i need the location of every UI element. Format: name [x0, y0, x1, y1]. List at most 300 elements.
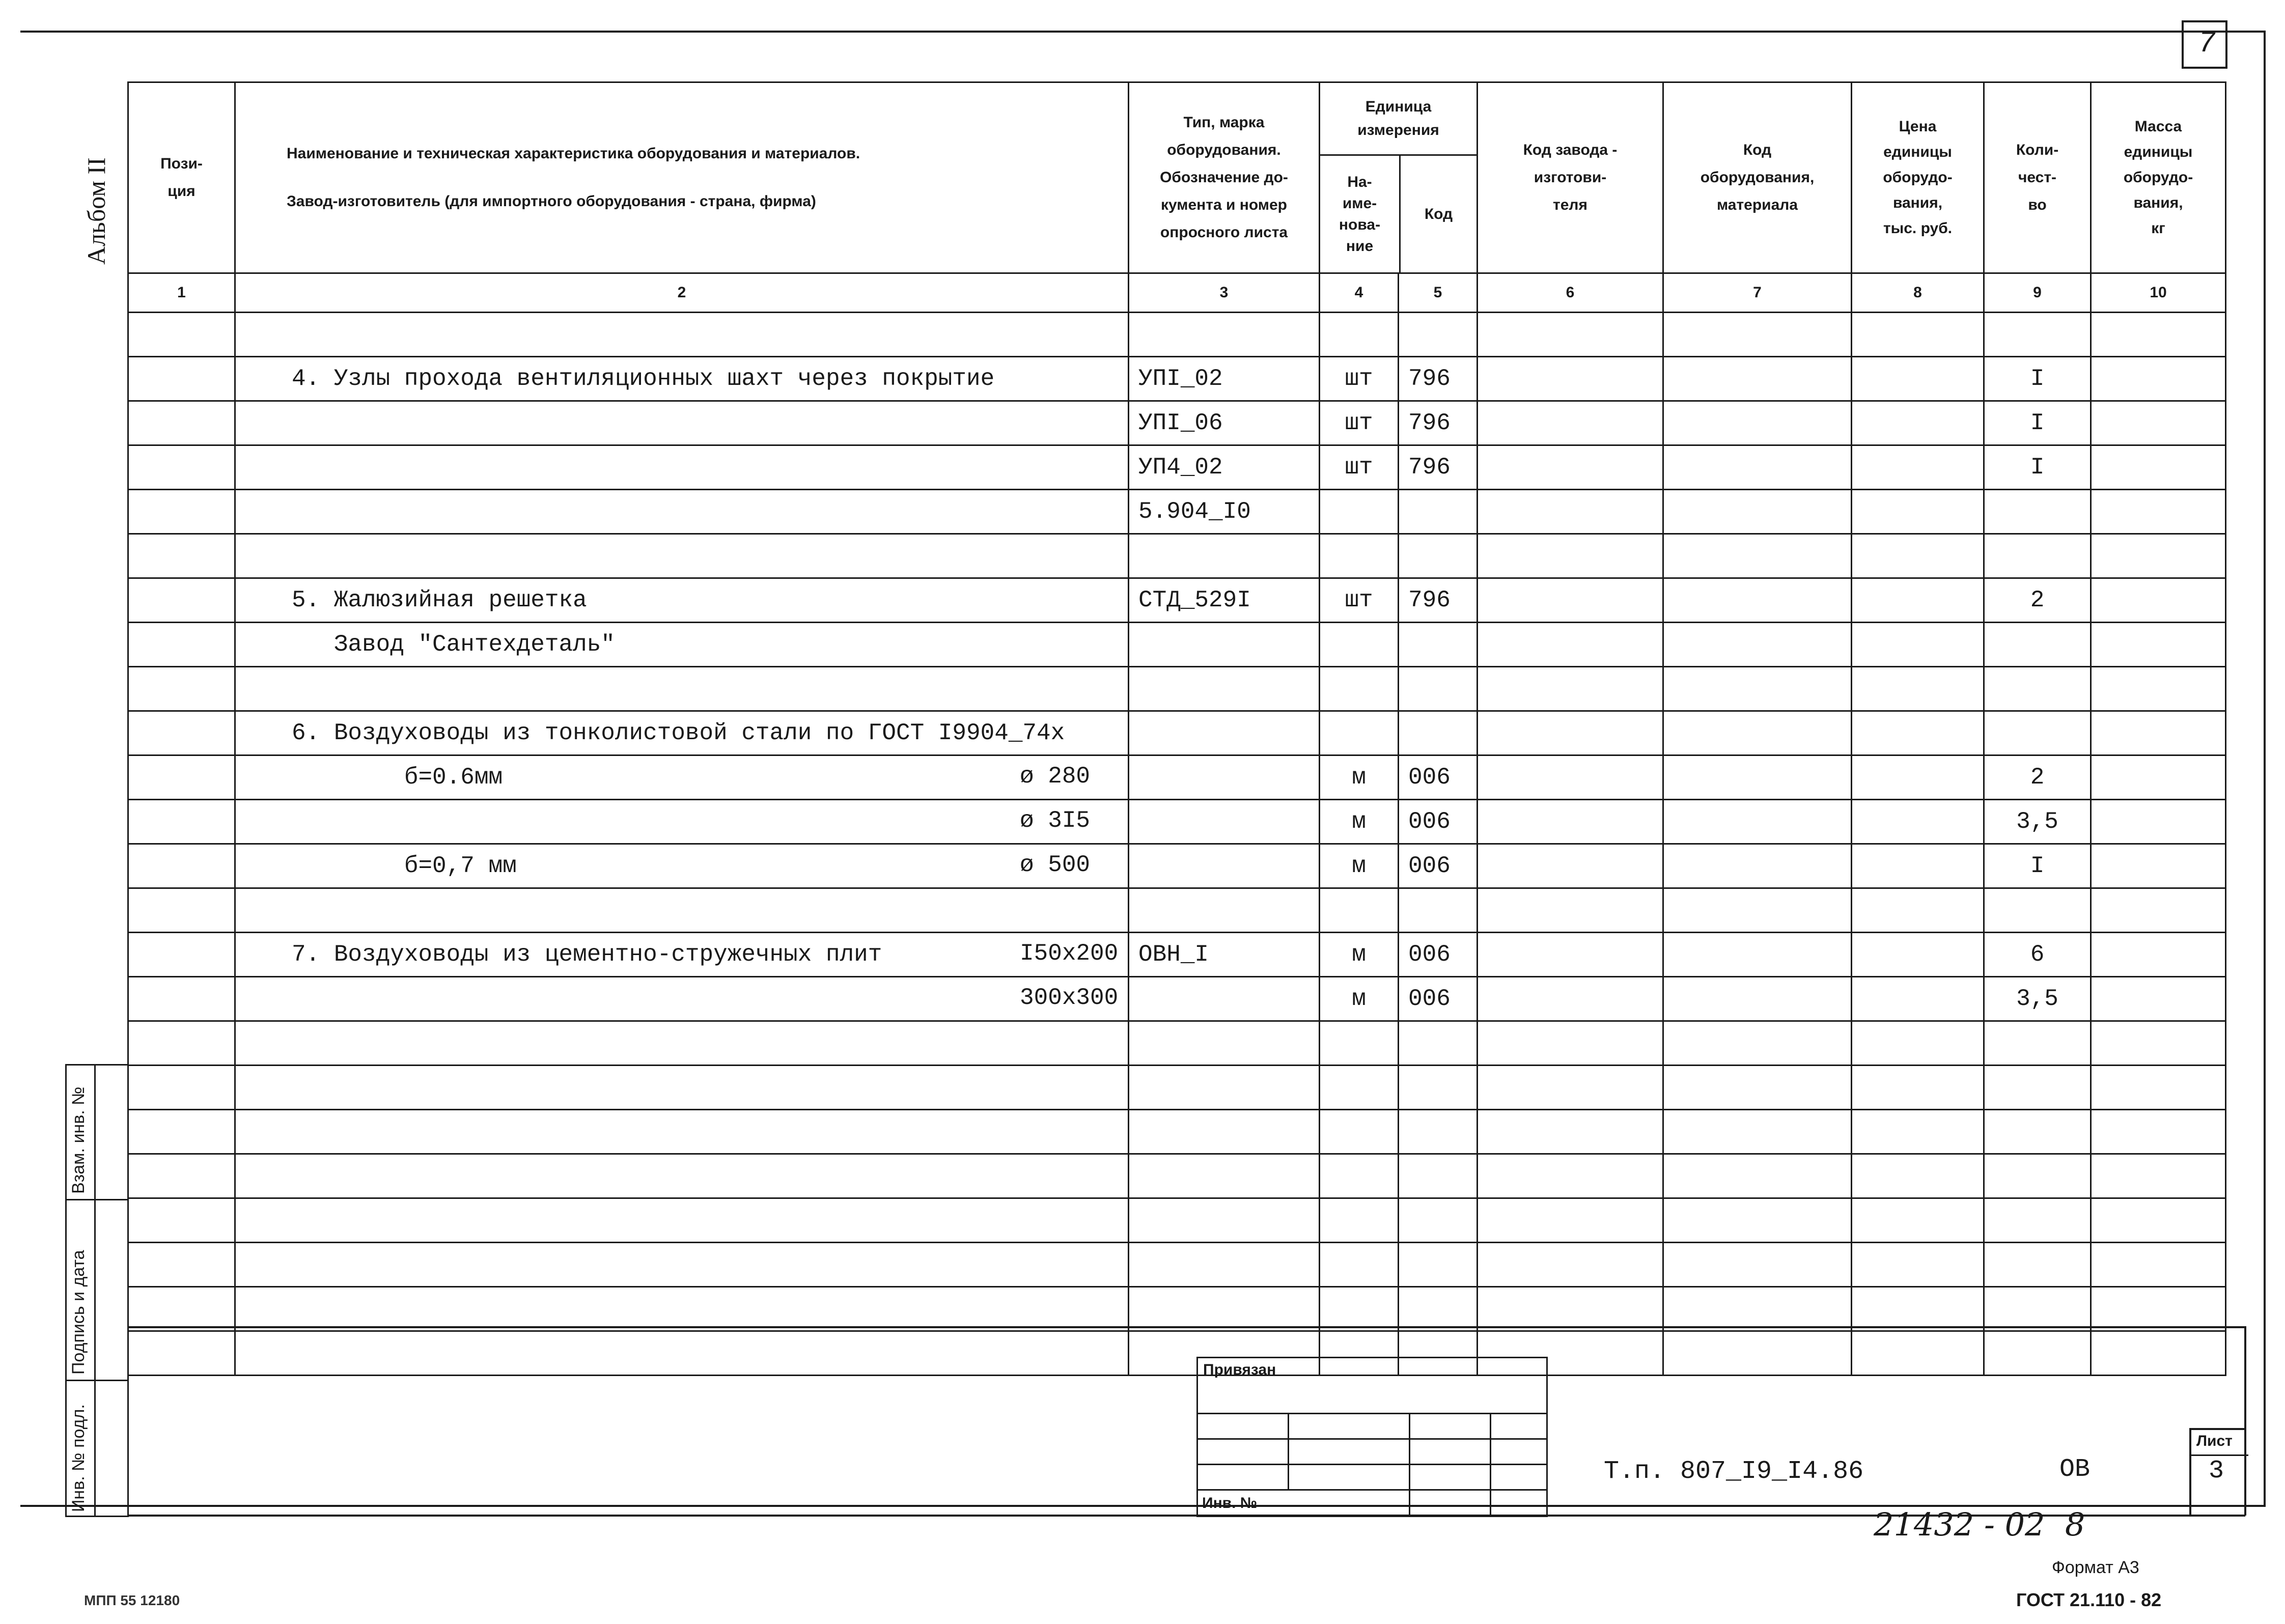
- unit-code-value: 006: [1408, 764, 1451, 791]
- type-value: [1129, 1118, 1138, 1145]
- unit-cell: [1320, 1021, 1399, 1066]
- header-text: изготови-: [1534, 169, 1607, 186]
- mass-cell: [2091, 977, 2226, 1021]
- name-cell: [235, 313, 1129, 357]
- table-row: [128, 578, 2226, 623]
- header-text: На-: [1347, 173, 1372, 190]
- unit-code-cell: [1399, 844, 1478, 888]
- title-block-top-line: [127, 1326, 2245, 1328]
- quantity-cell: [1984, 888, 2091, 933]
- mass-cell: [2091, 800, 2226, 844]
- unit-code-value: 796: [1408, 410, 1451, 436]
- unit-cell: [1320, 755, 1399, 800]
- price-cell: [1852, 490, 1984, 534]
- mass-cell: [2091, 623, 2226, 667]
- type-cell: [1129, 933, 1320, 977]
- name-cell: [235, 357, 1129, 401]
- item-dimension: I50х200: [1020, 940, 1119, 967]
- equipment-code-cell: [1663, 933, 1852, 977]
- factory-code-cell: [1478, 711, 1663, 755]
- price-cell: [1852, 534, 1984, 578]
- quantity-value: 6: [2030, 941, 2045, 968]
- unit-cell: [1320, 977, 1399, 1021]
- unit-cell: [1320, 844, 1399, 888]
- quantity-value: I: [2030, 366, 2045, 392]
- type-value: [1129, 1207, 1138, 1234]
- name-cell: [235, 800, 1129, 844]
- unit-code-cell: [1399, 445, 1478, 490]
- list-number: 3: [2209, 1457, 2224, 1486]
- quantity-cell: [1984, 1066, 2091, 1110]
- item-name: [236, 1340, 292, 1366]
- quantity-value: 3,5: [2016, 808, 2058, 835]
- unit-cell: [1320, 711, 1399, 755]
- factory-code-cell: [1478, 623, 1663, 667]
- table-row: [128, 888, 2226, 933]
- position-cell: [128, 711, 235, 755]
- position-cell: [128, 445, 235, 490]
- column-number: 5: [1399, 273, 1478, 313]
- quantity-cell: [1984, 578, 2091, 623]
- type-value: [1129, 321, 1138, 348]
- item-dimension: 300х300: [1020, 985, 1119, 1011]
- item-name: [236, 1074, 292, 1101]
- unit-cell: [1320, 888, 1399, 933]
- factory-code-cell: [1478, 667, 1663, 711]
- position-cell: [128, 623, 235, 667]
- unit-cell: [1320, 1110, 1399, 1154]
- header-text: Код: [1424, 205, 1453, 222]
- unit-value: м: [1352, 853, 1366, 879]
- type-value: УПI_06: [1138, 410, 1223, 436]
- position-cell: [128, 977, 235, 1021]
- unit-code-cell: [1399, 401, 1478, 445]
- mass-cell: [2091, 755, 2226, 800]
- header-text: материала: [1716, 197, 1798, 213]
- quantity-value: 2: [2030, 764, 2045, 791]
- price-cell: [1852, 977, 1984, 1021]
- unit-cell: [1320, 1243, 1399, 1287]
- equipment-code-cell: [1663, 623, 1852, 667]
- table-row: [128, 1331, 2226, 1376]
- factory-code-cell: [1478, 888, 1663, 933]
- unit-code-value: 796: [1408, 454, 1451, 481]
- position-cell: [128, 1154, 235, 1198]
- header-text: Код: [1743, 142, 1772, 158]
- equipment-code-cell: [1663, 445, 1852, 490]
- list-label: Лист: [2196, 1433, 2233, 1449]
- price-cell: [1852, 357, 1984, 401]
- unit-cell: [1320, 1287, 1399, 1331]
- column-number: 1: [128, 273, 235, 313]
- item-name: [236, 1296, 292, 1322]
- header-text: Единица: [1365, 98, 1432, 115]
- unit-cell: [1320, 623, 1399, 667]
- type-value: [1129, 764, 1138, 791]
- quantity-cell: [1984, 933, 2091, 977]
- mass-cell: [2091, 1331, 2226, 1376]
- unit-code-cell: [1399, 1287, 1478, 1331]
- factory-code-cell: [1478, 933, 1663, 977]
- header-mass: [2091, 82, 2226, 273]
- unit-code-cell: [1399, 623, 1478, 667]
- header-text: ция: [168, 183, 196, 200]
- header-text: нова-: [1339, 216, 1381, 233]
- type-cell: [1129, 357, 1320, 401]
- quantity-value: I: [2030, 410, 2045, 436]
- price-cell: [1852, 401, 1984, 445]
- table-row: [128, 1066, 2226, 1110]
- handwritten-number: 21432 - 02 8: [1874, 1506, 2085, 1543]
- equipment-code-cell: [1663, 1243, 1852, 1287]
- factory-code-cell: [1478, 844, 1663, 888]
- side-label-vzam-inv: Взам. инв. №: [69, 1086, 88, 1194]
- quantity-cell: [1984, 1154, 2091, 1198]
- table-row: [128, 844, 2226, 888]
- table-row: [128, 933, 2226, 977]
- price-cell: [1852, 667, 1984, 711]
- mass-cell: [2091, 445, 2226, 490]
- header-text: тыс. руб.: [1883, 220, 1953, 237]
- quantity-cell: [1984, 1198, 2091, 1243]
- unit-code-value: [1399, 1251, 1408, 1278]
- header-text: единицы: [2124, 144, 2193, 160]
- header-text: чест-: [2018, 169, 2057, 186]
- price-cell: [1852, 1198, 1984, 1243]
- item-dimension: ø 500: [1020, 852, 1091, 878]
- column-number: 8: [1852, 273, 1984, 313]
- unit-code-value: 796: [1408, 587, 1451, 613]
- unit-code-value: 796: [1408, 366, 1451, 392]
- table-header-row: [128, 82, 2226, 273]
- type-value: [1129, 1074, 1138, 1101]
- equipment-code-cell: [1663, 401, 1852, 445]
- quantity-cell: [1984, 490, 2091, 534]
- position-cell: [128, 933, 235, 977]
- unit-cell: [1320, 401, 1399, 445]
- table-row: [128, 401, 2226, 445]
- name-cell: [235, 755, 1129, 800]
- name-cell: [235, 1066, 1129, 1110]
- unit-code-value: [1399, 676, 1408, 702]
- type-value: [1129, 631, 1138, 658]
- quantity-cell: [1984, 445, 2091, 490]
- equipment-code-cell: [1663, 711, 1852, 755]
- header-text: оборудо-: [1883, 169, 1953, 186]
- table-row: [128, 313, 2226, 357]
- type-value: [1129, 808, 1138, 835]
- item-name: [236, 676, 292, 702]
- header-quantity: [1984, 82, 2091, 273]
- quantity-value: I: [2030, 454, 2045, 481]
- type-value: [1129, 1340, 1138, 1366]
- type-value: [1129, 720, 1138, 746]
- position-cell: [128, 755, 235, 800]
- table-row: [128, 977, 2226, 1021]
- name-cell: [235, 490, 1129, 534]
- type-cell: [1129, 711, 1320, 755]
- equipment-code-cell: [1663, 1066, 1852, 1110]
- header-text: теля: [1553, 197, 1587, 213]
- unit-cell: [1320, 313, 1399, 357]
- position-cell: [128, 1110, 235, 1154]
- type-value: [1129, 1030, 1138, 1056]
- unit-code-cell: [1399, 1110, 1478, 1154]
- unit-cell: [1320, 667, 1399, 711]
- item-name: б=0,7 мм: [292, 853, 517, 879]
- factory-code-cell: [1478, 1198, 1663, 1243]
- mass-cell: [2091, 534, 2226, 578]
- side-label-inv-podl: Инв. № подл.: [69, 1404, 88, 1512]
- item-name: 6. Воздуховоды из тонколистовой стали по ГОСТ I9904_74х: [292, 720, 1065, 746]
- item-name: 7. Воздуховоды из цементно-стружечных плит: [292, 941, 882, 968]
- header-unit-group: [1320, 82, 1478, 273]
- list-box: [2189, 1428, 2246, 1516]
- price-cell: [1852, 313, 1984, 357]
- header-equipment-code: [1663, 82, 1852, 273]
- table-row: [128, 534, 2226, 578]
- table-row: [128, 667, 2226, 711]
- unit-cell: [1320, 578, 1399, 623]
- type-cell: [1129, 1066, 1320, 1110]
- list-divider: [2191, 1454, 2248, 1456]
- unit-value: шт: [1345, 454, 1373, 481]
- name-cell: [235, 977, 1129, 1021]
- price-cell: [1852, 1110, 1984, 1154]
- item-name: [236, 1118, 292, 1145]
- column-number: 2: [235, 273, 1129, 313]
- factory-code-cell: [1478, 755, 1663, 800]
- type-cell: [1129, 1110, 1320, 1154]
- equipment-code-cell: [1663, 578, 1852, 623]
- type-cell: [1129, 1154, 1320, 1198]
- unit-cell: [1320, 933, 1399, 977]
- header-text: кг: [2151, 220, 2165, 237]
- price-cell: [1852, 1243, 1984, 1287]
- header-price: [1852, 82, 1984, 273]
- equipment-code-cell: [1663, 357, 1852, 401]
- unit-cell: [1320, 1154, 1399, 1198]
- factory-code-cell: [1478, 313, 1663, 357]
- type-cell: [1129, 1198, 1320, 1243]
- binding-stamp: [1196, 1357, 1548, 1517]
- quantity-cell: [1984, 755, 2091, 800]
- header-text: Обозначение до-: [1160, 169, 1288, 186]
- quantity-cell: [1984, 1331, 2091, 1376]
- position-cell: [128, 578, 235, 623]
- header-text: Цена: [1899, 118, 1937, 135]
- type-cell: [1129, 977, 1320, 1021]
- type-cell: [1129, 401, 1320, 445]
- print-mark: МПП 55 12180: [84, 1592, 180, 1608]
- table-row: [128, 445, 2226, 490]
- format-label: Формат А3: [2052, 1558, 2139, 1577]
- header-type: [1129, 82, 1320, 273]
- table-row: [128, 623, 2226, 667]
- column-number: 7: [1663, 273, 1852, 313]
- unit-code-cell: [1399, 1243, 1478, 1287]
- type-value: ОВН_I: [1138, 941, 1209, 968]
- header-unit-code: [1401, 156, 1476, 272]
- name-cell: [235, 445, 1129, 490]
- position-cell: [128, 401, 235, 445]
- unit-code-value: [1399, 1163, 1408, 1189]
- unit-code-value: [1399, 543, 1408, 569]
- unit-code-value: [1399, 1118, 1408, 1145]
- type-cell: [1129, 445, 1320, 490]
- mass-cell: [2091, 1198, 2226, 1243]
- unit-code-cell: [1399, 1154, 1478, 1198]
- item-dimension: ø 280: [1020, 763, 1091, 790]
- header-unit-name: [1320, 156, 1401, 272]
- position-cell: [128, 667, 235, 711]
- unit-cell: [1320, 357, 1399, 401]
- column-number: 6: [1478, 273, 1663, 313]
- factory-code-cell: [1478, 1287, 1663, 1331]
- type-cell: [1129, 1243, 1320, 1287]
- header-text: кумента и номер: [1160, 197, 1288, 213]
- item-name: Завод "Сантехдеталь": [292, 631, 615, 658]
- factory-code-cell: [1478, 1110, 1663, 1154]
- unit-cell: [1320, 490, 1399, 534]
- position-cell: [128, 357, 235, 401]
- position-cell: [128, 1331, 235, 1376]
- quantity-cell: [1984, 711, 2091, 755]
- mass-cell: [2091, 357, 2226, 401]
- header-text: вания,: [1892, 194, 1943, 211]
- name-cell: [235, 1021, 1129, 1066]
- table-row: [128, 711, 2226, 755]
- item-dimension: ø 3I5: [1020, 807, 1091, 834]
- header-text: Тип, марка: [1183, 114, 1265, 131]
- table-row: [128, 800, 2226, 844]
- equipment-code-cell: [1663, 1287, 1852, 1331]
- item-name: [236, 897, 292, 923]
- position-cell: [128, 844, 235, 888]
- header-text: ние: [1346, 237, 1374, 255]
- mass-cell: [2091, 667, 2226, 711]
- header-position: [128, 82, 235, 273]
- name-cell: [235, 711, 1129, 755]
- unit-code-cell: [1399, 534, 1478, 578]
- gost-label: ГОСТ 21.110 - 82: [2016, 1589, 2162, 1610]
- unit-value: м: [1352, 941, 1366, 968]
- header-text: Наименование и техническая характеристика оборудования и материалов.: [287, 145, 860, 162]
- price-cell: [1852, 800, 1984, 844]
- unit-code-cell: [1399, 313, 1478, 357]
- header-text: Коли-: [2016, 142, 2059, 158]
- header-text: Масса: [2134, 118, 2182, 135]
- header-text: оборудования.: [1167, 142, 1281, 158]
- side-divider-2: [65, 1380, 129, 1381]
- quantity-cell: [1984, 977, 2091, 1021]
- unit-code-value: [1399, 631, 1408, 658]
- header-text: оборудо-: [2123, 169, 2193, 186]
- quantity-value: I: [2030, 853, 2045, 879]
- position-cell: [128, 1287, 235, 1331]
- quantity-value: 2: [2030, 587, 2045, 613]
- position-cell: [128, 1066, 235, 1110]
- equipment-code-cell: [1663, 1331, 1852, 1376]
- name-cell: [235, 1198, 1129, 1243]
- item-name: [236, 543, 292, 569]
- mass-cell: [2091, 1110, 2226, 1154]
- type-value: [1129, 676, 1138, 702]
- album-label: Альбом II: [82, 157, 110, 265]
- item-name: [236, 498, 292, 525]
- position-cell: [128, 1243, 235, 1287]
- name-cell: [235, 1331, 1129, 1376]
- unit-code-value: [1399, 1207, 1408, 1234]
- mass-cell: [2091, 888, 2226, 933]
- type-value: [1129, 543, 1138, 569]
- unit-code-cell: [1399, 800, 1478, 844]
- name-cell: [235, 1110, 1129, 1154]
- price-cell: [1852, 1066, 1984, 1110]
- name-cell: [235, 534, 1129, 578]
- table-row: [128, 357, 2226, 401]
- header-text: опросного листа: [1160, 224, 1288, 241]
- corner-number: 7: [2198, 27, 2216, 61]
- type-value: [1129, 1163, 1138, 1189]
- unit-code-value: [1399, 720, 1408, 746]
- column-number-row: [128, 273, 2226, 313]
- factory-code-cell: [1478, 1021, 1663, 1066]
- equipment-code-cell: [1663, 313, 1852, 357]
- equipment-code-cell: [1663, 1021, 1852, 1066]
- name-cell: [235, 888, 1129, 933]
- name-cell: [235, 578, 1129, 623]
- item-name: [236, 986, 292, 1012]
- type-value: УП4_02: [1138, 454, 1223, 481]
- type-value: [1129, 897, 1138, 923]
- table-row: [128, 1021, 2226, 1066]
- unit-code-cell: [1399, 977, 1478, 1021]
- stamp-privyazan: [1197, 1358, 1547, 1414]
- quantity-cell: [1984, 534, 2091, 578]
- mass-cell: [2091, 1287, 2226, 1331]
- mass-cell: [2091, 578, 2226, 623]
- position-cell: [128, 313, 235, 357]
- unit-code-value: [1399, 1030, 1408, 1056]
- type-value: 5.904_I0: [1138, 498, 1251, 525]
- item-name: б=0.6мм: [292, 764, 503, 791]
- mass-cell: [2091, 490, 2226, 534]
- type-value: УПI_02: [1138, 366, 1223, 392]
- type-cell: [1129, 534, 1320, 578]
- document-section: ОВ: [2059, 1455, 2091, 1484]
- name-cell: [235, 844, 1129, 888]
- type-cell: [1129, 888, 1320, 933]
- table-row: [128, 1154, 2226, 1198]
- type-value: [1129, 1296, 1138, 1322]
- type-cell: [1129, 578, 1320, 623]
- name-cell: [235, 401, 1129, 445]
- mass-cell: [2091, 313, 2226, 357]
- quantity-cell: [1984, 1243, 2091, 1287]
- position-cell: [128, 800, 235, 844]
- unit-cell: [1320, 800, 1399, 844]
- quantity-cell: [1984, 844, 2091, 888]
- quantity-cell: [1984, 1110, 2091, 1154]
- item-name: [236, 1251, 292, 1278]
- unit-code-value: 006: [1408, 986, 1451, 1012]
- header-text: единицы: [1883, 144, 1952, 160]
- equipment-code-cell: [1663, 1110, 1852, 1154]
- factory-code-cell: [1478, 1243, 1663, 1287]
- price-cell: [1852, 711, 1984, 755]
- header-text: измерения: [1357, 122, 1439, 138]
